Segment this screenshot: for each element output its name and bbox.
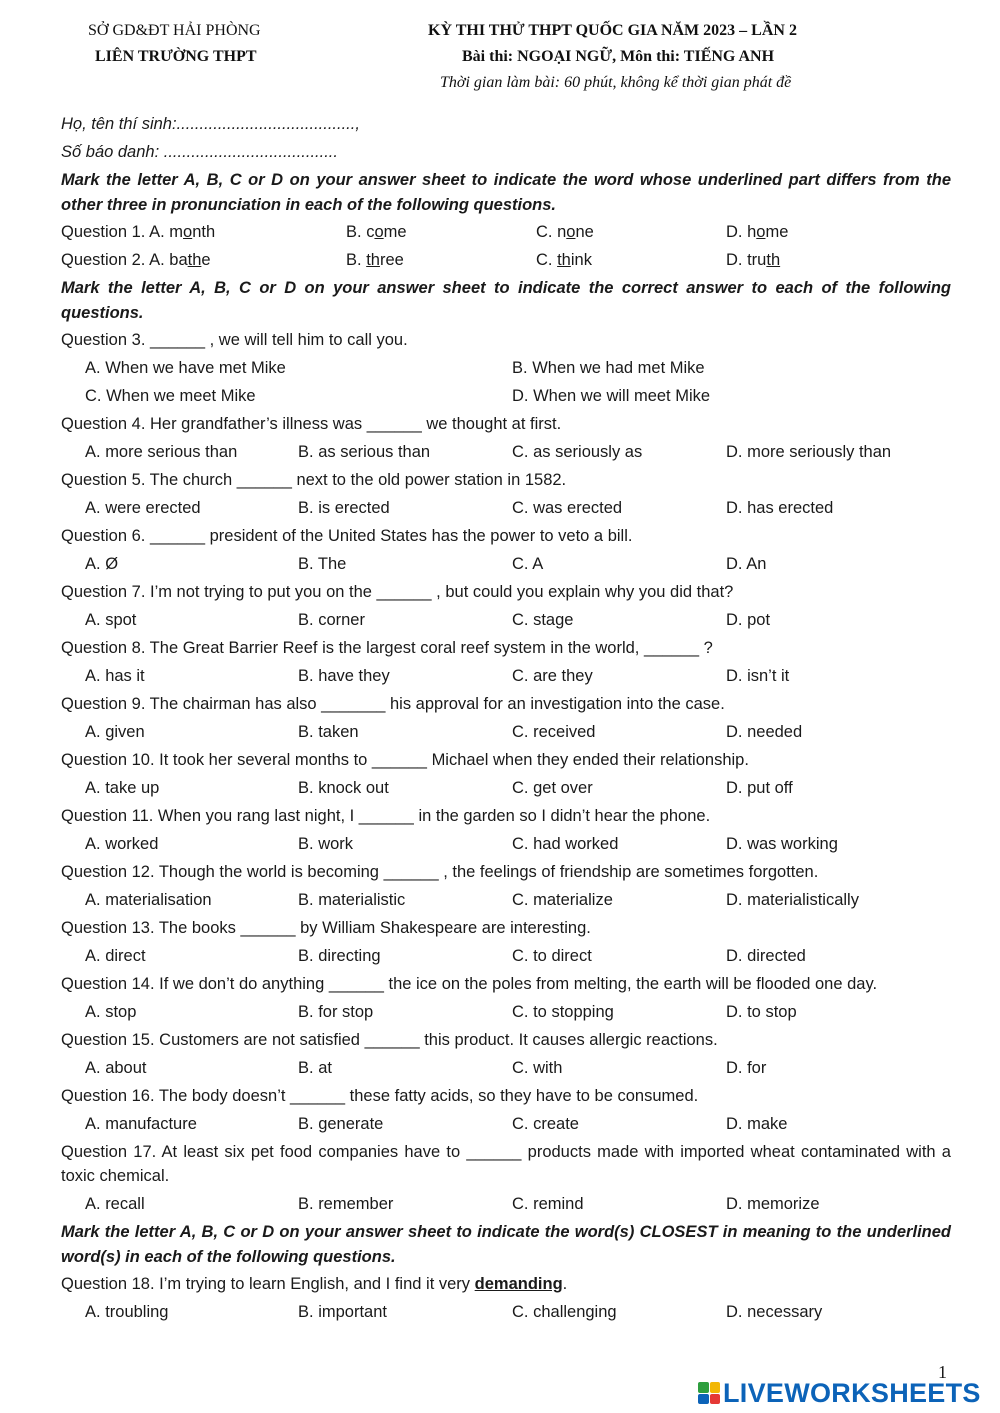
question-17-option-a[interactable]: A. recall [85,1195,145,1213]
question-7-option-d[interactable]: D. pot [726,611,771,629]
page-number: 1 [938,1362,947,1382]
question-3-options [61,382,951,410]
exam-subject: Bài thi: NGOẠI NGỮ, Môn thi: TIẾNG ANH [462,48,775,65]
question-2 [61,246,951,274]
question-5-option-a[interactable]: A. were erected [85,499,201,517]
question-3-stem: Question 3. ______ , we will tell him to call you. [61,331,408,349]
question-16-option-a[interactable]: A. manufacture [85,1115,197,1133]
question-15-option-b[interactable]: B. at [298,1059,332,1077]
question-7-stem: Question 7. I’m not trying to put you on the ______ , but could you explain why you did that? [61,583,734,601]
question-8-option-d[interactable]: D. isn’t it [726,667,790,685]
question-2-option-d[interactable]: D. truth [726,251,781,269]
question-12-option-d[interactable]: D. materialistically [726,891,859,909]
question-9-option-a[interactable]: A. given [85,723,145,741]
instruction-correct-answer: Mark the letter A, B, C or D on your answer sheet to indicate the correct answer to each of the following questions. [61,279,951,322]
question-1-option-a[interactable]: Question 1. A. month [61,223,216,241]
question-6-options [61,550,951,578]
question-11-options [61,830,951,858]
school-name: LIÊN TRƯỜNG THPT [95,48,257,65]
candidate-name-field: Họ, tên thí sinh:......................................., [61,115,360,133]
question-6-option-b[interactable]: B. The [298,555,347,573]
question-5-option-d[interactable]: D. has erected [726,499,834,517]
question-11-option-c[interactable]: C. had worked [512,835,619,853]
question-7-option-b[interactable]: B. corner [298,611,365,629]
question-2-option-a[interactable]: Question 2. A. bathe [61,251,211,269]
question-17-options [61,1190,951,1218]
question-7-options [61,606,951,634]
question-9-option-d[interactable]: D. needed [726,723,803,741]
question-3-option-d[interactable]: D. When we will meet Mike [512,387,711,405]
question-8-option-a[interactable]: A. has it [85,667,145,685]
question-2-option-b[interactable]: B. three [346,251,404,269]
question-1-option-b[interactable]: B. come [346,223,407,241]
exam-duration: Thời gian làm bài: 60 phút, không kể thời gian phát đề [440,74,792,91]
question-3-option-a[interactable]: A. When we have met Mike [85,359,286,377]
question-14-stem: Question 14. If we don’t do anything ______ the ice on the poles from melting, the earth will be flooded one day. [61,975,878,993]
question-4-option-a[interactable]: A. more serious than [85,443,238,461]
question-2-option-c[interactable]: C. think [536,251,592,269]
question-18-options [61,1298,951,1326]
question-4-option-c[interactable]: C. as seriously as [512,443,643,461]
question-7-option-a[interactable]: A. spot [85,611,137,629]
question-15-option-c[interactable]: C. with [512,1059,563,1077]
question-1-option-c[interactable]: C. none [536,223,594,241]
question-13-option-d[interactable]: D. directed [726,947,806,965]
question-4-options [61,438,951,466]
question-3-option-c[interactable]: C. When we meet Mike [85,387,256,405]
question-1 [61,218,951,246]
question-15-option-a[interactable]: A. about [85,1059,147,1077]
question-10-option-b[interactable]: B. knock out [298,779,389,797]
question-15-stem: Question 15. Customers are not satisfied ______ this product. It causes allergic reactions. [61,1031,718,1049]
question-12-stem: Question 12. Though the world is becoming ______ , the feelings of friendship are sometimes forgotten. [61,863,819,881]
question-14-options [61,998,951,1026]
question-18-option-a[interactable]: A. troubling [85,1303,169,1321]
question-17-option-b[interactable]: B. remember [298,1195,394,1213]
question-18-option-d[interactable]: D. necessary [726,1303,823,1321]
question-13-option-c[interactable]: C. to direct [512,947,592,965]
question-14-option-c[interactable]: C. to stopping [512,1003,614,1021]
instruction-closest-meaning: Mark the letter A, B, C or D on your answer sheet to indicate the word(s) CLOSEST in meaning to the underlined word(s) in each of the following questions. [61,1223,951,1266]
question-14-option-d[interactable]: D. to stop [726,1003,797,1021]
question-10-stem: Question 10. It took her several months to ______ Michael when they ended their relationship. [61,751,749,769]
question-13-stem: Question 13. The books ______ by William Shakespeare are interesting. [61,919,591,937]
question-6-option-d[interactable]: D. An [726,555,767,573]
question-12-option-c[interactable]: C. materialize [512,891,613,909]
question-15-option-d[interactable]: D. for [726,1059,767,1077]
candidate-id-field: Số báo danh: ...................................... [61,143,338,161]
question-17-option-d[interactable]: D. memorize [726,1195,820,1213]
question-13-options [61,942,951,970]
question-17-stem: Question 17. At least six pet food companies have to ______ products made with imported wheat contaminated with a toxic chemical. [61,1143,951,1185]
question-9-option-c[interactable]: C. received [512,723,596,741]
question-14-option-a[interactable]: A. stop [85,1003,137,1021]
question-16-option-b[interactable]: B. generate [298,1115,384,1133]
question-3-option-b[interactable]: B. When we had met Mike [512,359,705,377]
question-11-option-b[interactable]: B. work [298,835,354,853]
question-6-option-c[interactable]: C. A [512,555,544,573]
question-17-option-c[interactable]: C. remind [512,1195,584,1213]
question-4-option-b[interactable]: B. as serious than [298,443,431,461]
question-5-stem: Question 5. The church ______ next to the old power station in 1582. [61,471,567,489]
exam-title: KỲ THI THỬ THPT QUỐC GIA NĂM 2023 – LẦN 2 [428,22,797,39]
question-8-stem: Question 8. The Great Barrier Reef is the largest coral reef system in the world, ______ ? [61,639,713,657]
question-5-option-b[interactable]: B. is erected [298,499,390,517]
question-7-option-c[interactable]: C. stage [512,611,574,629]
question-9-options [61,718,951,746]
question-11-option-d[interactable]: D. was working [726,835,838,853]
question-16-option-c[interactable]: C. create [512,1115,579,1133]
question-6-stem: Question 6. ______ president of the United States has the power to veto a bill. [61,527,633,545]
question-11-option-a[interactable]: A. worked [85,835,159,853]
logo-text: LIVEWORKSHEETS [723,1377,981,1408]
question-8-option-c[interactable]: C. are they [512,667,593,685]
question-9-option-b[interactable]: B. taken [298,723,359,741]
question-8-options [61,662,951,690]
question-1-option-d[interactable]: D. home [726,223,789,241]
question-18-option-c[interactable]: C. challenging [512,1303,617,1321]
question-8-option-b[interactable]: B. have they [298,667,390,685]
question-list [61,326,951,1218]
question-4-stem: Question 4. Her grandfather’s illness was ______ we thought at first. [61,415,562,433]
question-10-option-c[interactable]: C. get over [512,779,593,797]
question-18-option-b[interactable]: B. important [298,1303,387,1321]
question-10-options [61,774,951,802]
question-15-options [61,1054,951,1082]
question-13-option-a[interactable]: A. direct [85,947,146,965]
question-10-option-a[interactable]: A. take up [85,779,160,797]
question-12-options [61,886,951,914]
logo-icon [698,1382,720,1404]
question-6-option-a[interactable]: A. Ø [85,555,119,573]
question-4-option-d[interactable]: D. more seriously than [726,443,892,461]
exam-content [61,110,951,1326]
question-13-option-b[interactable]: B. directing [298,947,381,965]
question-16-option-d[interactable]: D. make [726,1115,788,1133]
question-5-options [61,494,951,522]
question-12-option-a[interactable]: A. materialisation [85,891,212,909]
department-name: SỞ GD&ĐT HẢI PHÒNG [88,22,261,39]
instruction-pronunciation: Mark the letter A, B, C or D on your answer sheet to indicate the word whose underlined part differs from the other three in pronunciation in each of the following questions. [61,171,951,214]
question-18-stem: Question 18. I’m trying to learn English, and I find it very demanding. [61,1275,568,1293]
question-3-options [61,354,951,382]
question-10-option-d[interactable]: D. put off [726,779,793,797]
question-5-option-c[interactable]: C. was erected [512,499,623,517]
underlined-word: demanding [474,1275,563,1293]
liveworksheets-logo [698,1378,981,1408]
question-12-option-b[interactable]: B. materialistic [298,891,406,909]
question-11-stem: Question 11. When you rang last night, I ______ in the garden so I didn’t hear the phone. [61,807,711,825]
question-16-stem: Question 16. The body doesn’t ______ these fatty acids, so they have to be consumed. [61,1087,699,1105]
question-14-option-b[interactable]: B. for stop [298,1003,374,1021]
question-9-stem: Question 9. The chairman has also _______ his approval for an investigation into the case. [61,695,725,713]
question-16-options [61,1110,951,1138]
